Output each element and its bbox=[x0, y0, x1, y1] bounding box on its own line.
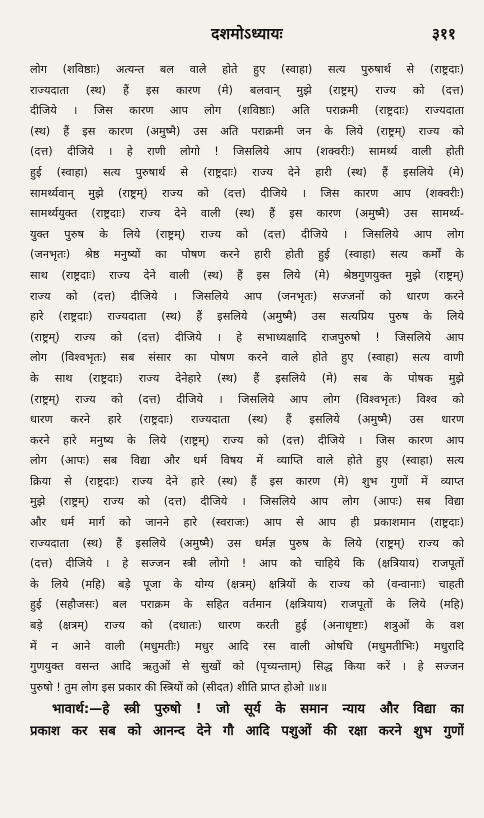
text-line: क्रिया से (राष्ट्रदाः) राज्य देने हारे (स्थ) हैं इस कारण (मे) शुभ गुणों में व्याप्त bbox=[30, 474, 464, 488]
text-line: हुई (स्वाहा) सत्य पुरुषार्थ से (राष्ट्रदाः) राज्य देने हारी (स्थ) हैं इसलिये (मे) bbox=[30, 165, 464, 179]
text-line: युक्त पुरुष के लिये (राष्ट्रम्) राज्य को (दत्त) दीजिये । जिसलिये आप लोग bbox=[30, 227, 464, 241]
text-line: लोग (शविष्ठाः) अत्यन्त बल वाले होते हुए (स्वाहा) सत्य पुरुषार्थ से (राष्ट्रदाः) bbox=[30, 63, 464, 76]
text-line: दीजिये । जिस कारण आप लोग (शविष्ठाः) अति पराक्रमी (राष्ट्रदाः) राज्यदाता bbox=[30, 104, 464, 118]
text-line: और धर्म मार्ग को जानने हारे (स्वराजः) आप से आप ही प्रकाशमान (राष्ट्रदाः) bbox=[30, 516, 464, 530]
text-line: हारे (राष्ट्रदाः) राज्यदाता (स्थ) हैं इसलिये (अमुष्मै) उस सत्यप्रिय पुरुष के लिये bbox=[30, 310, 464, 324]
text-line: करने हारे मनुष्य के लिये (राष्ट्रम्) राज्य को (दत्त) दीजिये । जिस कारण आप bbox=[30, 433, 464, 447]
text-line: बड़े (क्षत्रम्) राज्य को (दधातः) धारण करती हुई (अनाधृष्टाः) शत्रुओं के वश bbox=[30, 619, 464, 633]
text-line: हुई (सहौजसः) बल पराक्रम के सहित वर्तमान (क्षत्रियाय) राजपूतों के लिये (महि) bbox=[30, 598, 464, 612]
text-line: राज्यदाता (स्थ) हैं इस कारण (मे) बलवान् मुझे (राष्ट्रम्) राज्य को (दत्त) bbox=[30, 83, 464, 97]
text-line: पुरुषो ! तुम लोग इस प्रकार की स्त्रियों को (सीदत) शीति प्राप्त होओ ॥४॥ bbox=[30, 680, 328, 694]
text-line: गुणयुक्त वसन्त आदि ऋतुओं से सुखों को (पृच्यन्ताम्) सिद्ध किया करें । हे सज्जन bbox=[30, 660, 464, 674]
text-line: में न आने वाली (मधुमतीः) मधुर आदि रस वाली ओषधि (मधुमतीभिः) मधुरादि bbox=[30, 639, 464, 653]
text-line: (स्थ) हैं इस कारण (अमुष्मै) उस अति पराक्रमी जन के लिये (राष्ट्रम्) राज्य को bbox=[30, 124, 464, 138]
running-head: दशमोऽध्यायः bbox=[211, 25, 283, 43]
text-line: साथ (राष्ट्रदाः) राज्य देने वाली (स्थ) हैं इस लिये (मे) श्रेष्ठगुणयुक्त मुझे (राष्ट्रम्) bbox=[30, 268, 464, 282]
text-line: (दत्त) दीजिये । हे सज्जन स्त्री लोगो ! आप को चाहिये कि (क्षत्रियाय) राजपूतों bbox=[30, 557, 464, 571]
text-line: मुझे (राष्ट्रम्) राज्य को (दत्त) दीजिये । जिसलिये आप लोग (आपः) सब विद्या bbox=[30, 495, 464, 509]
bhavartha-line: प्रकाश कर सब को आनन्द देने गौ आदि पशुओं की रक्षा करने शुभ गुणों bbox=[30, 724, 464, 740]
text-line: लोग (विश्वभृतः) सब संसार का पोषण करने वाले होते हुए (स्वाहा) सत्य वाणी bbox=[30, 351, 464, 365]
text-line: (दत्त) दीजिये । हे राणी लोगो ! जिसलिये आप (शक्वरीः) सामर्थ्य वाली होती bbox=[30, 145, 464, 159]
text-line: लोग (आपः) सब विद्या और धर्म विषय में व्याप्ति वाले होते हुए (स्वाहा) सत्य bbox=[30, 454, 464, 468]
text-line: राज्यदाता (स्थ) हैं इसलिये (अमुष्मै) उस धर्मज्ञ पुरुष के लिये (राष्ट्रम्) राज्य को bbox=[30, 536, 464, 550]
commentary-text bbox=[30, 60, 464, 698]
text-line: राज्य को (दत्त) दीजिये । जिसलिये आप (जनभृतः) सज्जनों को धारण करने bbox=[30, 289, 464, 303]
text-line: धारण करने हारे (राष्ट्रदाः) राज्यदाता (स्थ) हैं इसलिये (अमुष्मै) उस धारण bbox=[30, 413, 464, 427]
page-header bbox=[30, 22, 464, 50]
page-number: ३११ bbox=[431, 25, 456, 43]
text-line: के साथ (राष्ट्रदाः) राज्य देनेहारे (स्थ) हैं इसलिये (मे) सब के पोषक मुझे bbox=[30, 371, 464, 385]
text-line: के लिये (महि) बड़े पूजा के योग्य (क्षत्रम्) क्षत्रियों के राज्य को (वन्वानाः) चाहती bbox=[30, 577, 464, 591]
text-line: (जनभृतः) श्रेष्ठ मनुष्यों का पोषण करने हारी होती हुई (स्वाहा) सत्य कर्मों के bbox=[30, 248, 464, 262]
text-line: (राष्ट्रम्) राज्य को (दत्त) दीजिये । जिसलिये आप लोग (विश्वभृतः) विश्व को bbox=[30, 392, 464, 406]
text-line: सामर्थ्ययुक्त (राष्ट्रदाः) राज्य देने वाली (स्थ) हैं इस कारण (अमुष्मै) उस सामर्थ्य- bbox=[30, 207, 464, 221]
text-line: (राष्ट्रम्) राज्य को (दत्त) दीजिये । हे सभाध्यक्षादि राजपुरुषो ! जिसलिये आप bbox=[30, 330, 464, 344]
text-line: सामर्थ्यवान् मुझे (राष्ट्रम्) राज्य को (दत्त) दीजिये । जिस कारण आप (शक्वरीः) bbox=[30, 186, 464, 200]
bhavartha-section bbox=[30, 699, 464, 743]
bhavartha-line: भावार्थ:—हे स्त्री पुरुषो ! जो सूर्य के समान न्याय और विद्या का bbox=[52, 702, 464, 718]
